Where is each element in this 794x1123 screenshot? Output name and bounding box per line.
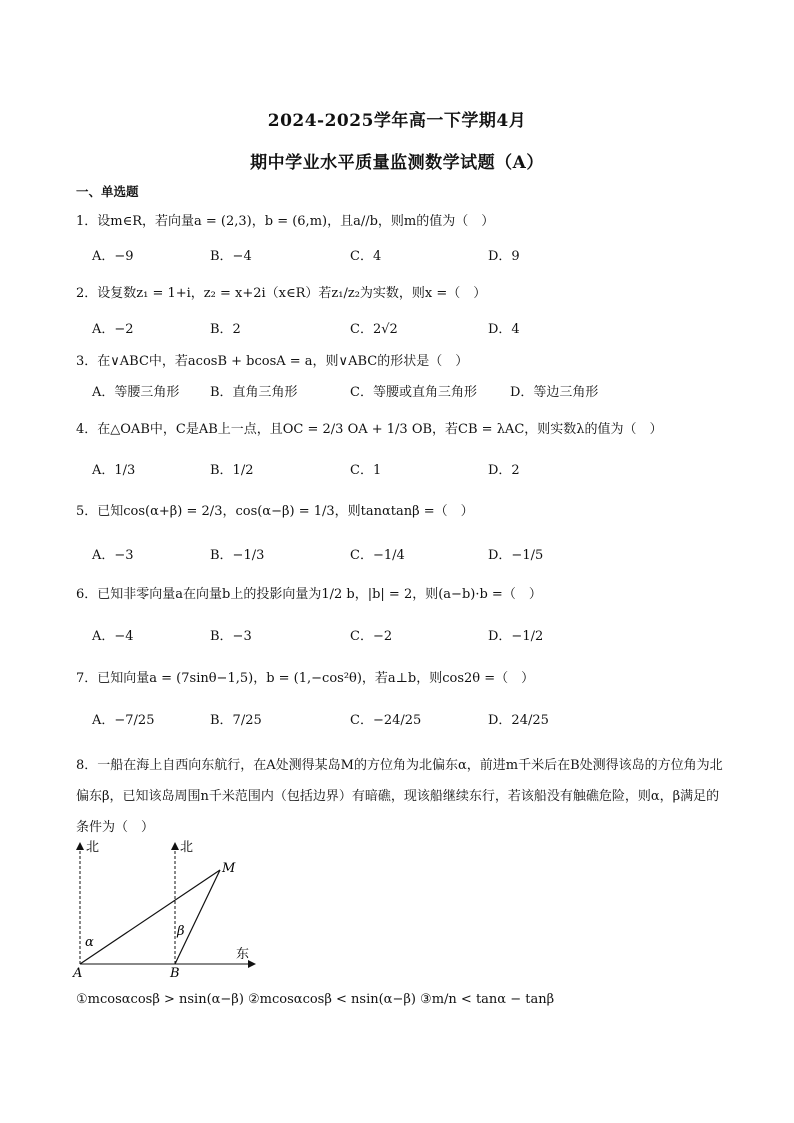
north-label-a: 北 (86, 840, 100, 855)
point-m-label: M (222, 861, 236, 876)
question-5-stem: 5．已知cos(α+β) = 2/3，cos(α−β) = 1/3，则tanαtanβ =（ ） (76, 504, 474, 519)
q4-option-b: B．1/2 (210, 463, 254, 478)
navigation-figure (70, 836, 270, 981)
q5-option-c: C．−1/4 (350, 548, 405, 563)
q6-option-b: B．−3 (210, 629, 252, 644)
question-3-options (92, 382, 732, 404)
q4-option-a: A．1/3 (92, 463, 136, 478)
q2-option-b: B．2 (210, 322, 241, 337)
angle-alpha-label: α (85, 935, 94, 950)
point-a-label: A (73, 966, 83, 981)
q7-option-d: D．24/25 (488, 713, 549, 728)
question-7-stem: 7．已知向量a = (7sinθ−1,5)，b = (1,−cos²θ)，若a⊥b，则cos2θ =（ ） (76, 671, 535, 686)
question-2-options (92, 319, 732, 341)
q2-option-a: A．−2 (92, 322, 134, 337)
q6-option-d: D．−1/2 (488, 629, 544, 644)
q7-option-c: C．−24/25 (350, 713, 422, 728)
question-2-stem: 2．设复数z₁ = 1+i，z₂ = x+2i（x∈R）若z₁/z₂为实数，则x =（ ） (76, 286, 487, 301)
question-4-stem: 4．在△OAB中，C是AB上一点，且OC = 2/3 OA + 1/3 OB，若CB = λAC，则实数λ的值为（ ） (76, 422, 663, 437)
q1-option-b: B．−4 (210, 249, 252, 264)
q7-option-a: A．−7/25 (92, 713, 155, 728)
question-1-options (92, 246, 732, 268)
question-7-options (92, 710, 732, 732)
exam-title-line1: 2024-2025学年高一下学期4月 (267, 111, 527, 131)
line-bm (175, 870, 220, 964)
q4-option-c: C．1 (350, 463, 382, 478)
question-6-stem: 6．已知非零向量a在向量b上的投影向量为1/2 b，|b| = 2，则(a−b)·b =（ ） (76, 587, 542, 602)
q5-option-a: A．−3 (92, 548, 134, 563)
q1-option-a: A．−9 (92, 249, 134, 264)
q3-option-d: D．等边三角形 (510, 385, 599, 400)
line-am (80, 870, 220, 964)
question-5-options (92, 545, 732, 567)
q4-option-d: D．2 (488, 463, 520, 478)
q7-option-b: B．7/25 (210, 713, 262, 728)
question-4-options (92, 460, 732, 482)
question-8-stem: 8．一船在海上自西向东航行，在A处测得某岛M的方位角为北偏东α，前进m千米后在B处测得该岛的方位角为北偏东β，已知该岛周围n千米范围内（包括边界）有暗礁，现该船继续东行，若该船没有触礁危险，则α，β满足的条件为（ ） (76, 758, 723, 835)
q6-option-a: A．−4 (92, 629, 134, 644)
q3-option-a: A．等腰三角形 (92, 385, 180, 400)
q1-option-d: D．9 (488, 249, 520, 264)
angle-beta-label: β (177, 924, 185, 939)
question-3-stem: 3．在∨ABC中，若acosB + bcosA = a，则∨ABC的形状是（ ） (76, 354, 469, 369)
q2-option-d: D．4 (488, 322, 520, 337)
question-6-options (92, 626, 732, 648)
point-b-label: B (170, 966, 180, 981)
q1-option-c: C．4 (350, 249, 382, 264)
q5-option-b: B．−1/3 (210, 548, 265, 563)
q5-option-d: D．−1/5 (488, 548, 544, 563)
q6-option-c: C．−2 (350, 629, 393, 644)
exam-title-line2: 期中学业水平质量监测数学试题（A） (250, 153, 544, 173)
north-label-b: 北 (180, 840, 194, 855)
q3-option-c: C．等腰或直角三角形 (350, 385, 477, 400)
question-1-stem: 1．设m∈R，若向量a = (2,3)，b = (6,m)，且a//b，则m的值为（ ） (76, 214, 495, 229)
east-label: 东 (236, 947, 250, 962)
question-8-conditions: ①mcosαcosβ > nsin(α−β) ②mcosαcosβ < nsin(α−β) ③m/n < tanα − tanβ (76, 992, 555, 1007)
section-heading: 一、单选题 (76, 184, 139, 199)
q2-option-c: C．2√2 (350, 322, 398, 337)
q3-option-b: B．直角三角形 (210, 385, 298, 400)
